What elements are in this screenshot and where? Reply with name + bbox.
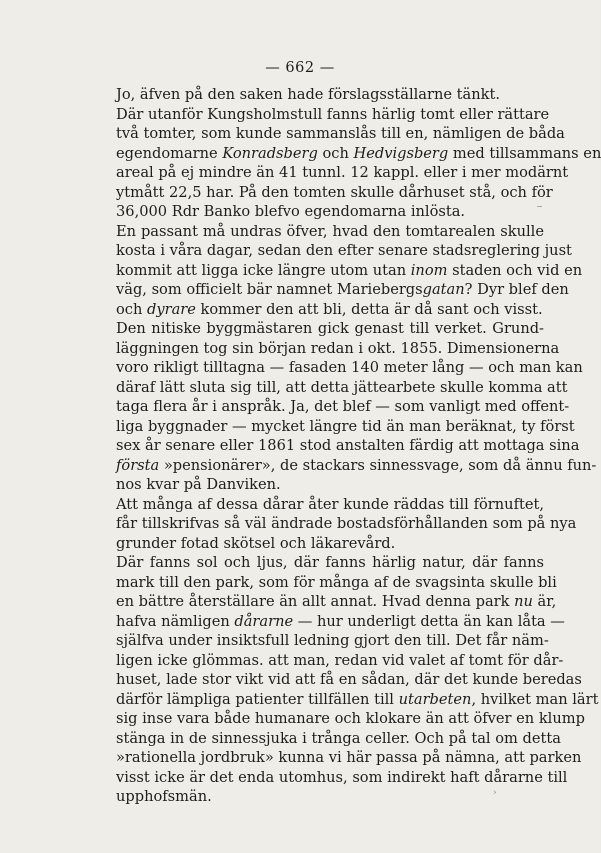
italic-term: dyrare [147, 300, 196, 318]
text-segment: liga byggnader — mycket längre tid än man beräknat, ty först [116, 417, 575, 435]
text-segment: och [116, 300, 147, 318]
text-segment: och [317, 144, 354, 162]
text-line [116, 280, 569, 300]
text-segment: kommer den att bli, detta är då sant och visst. [195, 300, 543, 318]
text-segment: 36,000 Rdr Banko blefvo egendomarna inlösta. [116, 203, 466, 220]
italic-term: dårarne [234, 612, 294, 630]
text-segment: ligen icke glömmas. att man, redan vid valet af tomt för dår- [116, 651, 564, 669]
text-line [116, 261, 583, 281]
text-line [116, 573, 557, 593]
text-segment: grunder fotad skötsel och läkarevård. [116, 534, 396, 552]
stray-mark: › [493, 788, 497, 798]
text-line [116, 534, 544, 554]
text-line [116, 378, 568, 398]
text-segment: , hvilket man lärt [471, 690, 599, 708]
text-line [116, 670, 582, 690]
text-line [116, 144, 601, 164]
text-segment: ytmått 22,5 har. På den tomten skulle dårhuset stå, och för [116, 183, 553, 201]
page-number: — 662 — [265, 60, 335, 76]
text-line [116, 241, 572, 261]
text-segment: upphofsmän. [116, 788, 212, 805]
text-segment: med tillsammans en [448, 144, 601, 162]
text-line [116, 358, 583, 378]
text-line [116, 553, 544, 573]
text-segment: väg, som officielt bär namnet Mariebergs [116, 281, 423, 298]
text-line [116, 319, 544, 339]
body-text [116, 85, 601, 807]
text-line [116, 690, 599, 710]
text-line [116, 436, 580, 456]
text-segment: får tillskrifvas så väl ändrade bostadsförhållanden som på nya [116, 515, 577, 532]
text-line [116, 222, 544, 242]
text-segment: nos kvar på Danviken. [116, 476, 281, 493]
text-line [116, 631, 549, 651]
text-segment: »pensionärer», de stackars sinnessvage, som då ännu fun- [159, 456, 597, 474]
text-segment: huset, lade stor vikt vid att få en sådan, där det kunde beredas [116, 671, 582, 688]
italic-term: utarbeten [398, 690, 472, 708]
text-segment: En passant må undras öfver, hvad den tomtarealen skulle [116, 222, 544, 240]
text-line [116, 709, 585, 729]
text-line [116, 612, 565, 632]
text-line [116, 417, 575, 437]
italic-term: gatan [422, 281, 465, 298]
text-segment: Att många af dessa dårar åter kunde räddas till förnuftet, [116, 495, 544, 513]
italic-term: första [116, 456, 160, 474]
text-line [116, 124, 565, 144]
text-line [116, 397, 570, 417]
italic-term: inom [410, 261, 448, 279]
text-segment: därför lämpliga patienter tillfällen till [116, 690, 399, 708]
text-line [116, 592, 557, 612]
text-segment: själfva under insiktsfull ledning gjort den till. Det får näm- [116, 632, 549, 649]
text-line [116, 339, 560, 359]
text-line [116, 748, 582, 768]
text-line [116, 651, 564, 671]
text-segment: kosta i våra dagar, sedan den efter senare stadsreglering just [116, 242, 572, 259]
text-segment: hafva nämligen [116, 612, 235, 630]
italic-term: Hedvigsberg [353, 144, 449, 162]
text-line [116, 729, 561, 749]
text-segment: voro rikligt tilltagna — fasaden 140 meter lång — och man kan [116, 359, 583, 376]
text-line [116, 202, 544, 222]
text-line [116, 475, 544, 495]
text-segment: Den nitiske byggmästaren gick genast till verket. Grund- [116, 320, 544, 337]
text-line [116, 163, 569, 183]
text-segment: areal på ej mindre än 41 tunnl. 12 kappl. eller i mer modärnt [116, 164, 569, 181]
text-segment: »rationella jordbruk» kunna vi här passa på nämna, att parken [116, 749, 582, 766]
text-line [116, 768, 568, 788]
italic-term: Konradsberg [222, 144, 318, 162]
text-line [116, 456, 597, 476]
text-segment: visst icke är det enda utomhus, som indirekt haft dårarne till [116, 768, 568, 786]
italic-term: nu [514, 593, 533, 610]
text-segment: Jo, äfven på den saken hade förslagsställarne tänkt. [116, 86, 500, 103]
text-line [116, 495, 544, 515]
text-segment: ? Dyr blef den [464, 281, 569, 298]
text-segment: sig inse vara både humanare och klokare än att öfver en klump [116, 710, 585, 727]
text-line [116, 105, 550, 125]
text-segment: en bättre återställare än allt annat. Hvad denna park [116, 593, 515, 610]
text-segment: är, [532, 593, 557, 610]
text-segment: Där fanns sol och ljus, där fanns härlig natur, där fanns [116, 554, 544, 571]
margin-dash-mark [537, 206, 542, 207]
text-segment: staden och vid en [447, 261, 583, 279]
text-segment: egendomarne [116, 144, 223, 162]
text-line [116, 300, 544, 320]
text-segment: sex år senare eller 1861 stod anstalten färdig att mottaga sina [116, 437, 580, 454]
text-segment: — hur underligt detta än kan låta — [293, 612, 565, 630]
text-segment: Där utanför Kungsholmstull fanns härlig tomt eller rättare [116, 105, 550, 123]
text-segment: mark till den park, som för många af de svagsinta skulle bli [116, 573, 557, 591]
text-line [116, 787, 544, 807]
text-segment: däraf lätt sluta sig till, att detta jättearbete skulle komma att [116, 378, 568, 396]
text-segment: taga flera år i anspråk. Ja, det blef — som vanligt med offent- [116, 398, 570, 415]
text-segment: två tomter, som kunde sammanslås till en, nämligen de båda [116, 125, 565, 142]
text-line [116, 183, 553, 203]
text-segment: läggningen tog sin början redan i okt. 1855. Dimensionerna [116, 339, 560, 357]
text-segment: kommit att ligga icke längre utom utan [116, 261, 411, 279]
text-segment: stänga in de sinnessjuka i trånga celler. Och på tal om detta [116, 729, 561, 747]
text-line [116, 85, 544, 105]
text-line [116, 514, 577, 534]
